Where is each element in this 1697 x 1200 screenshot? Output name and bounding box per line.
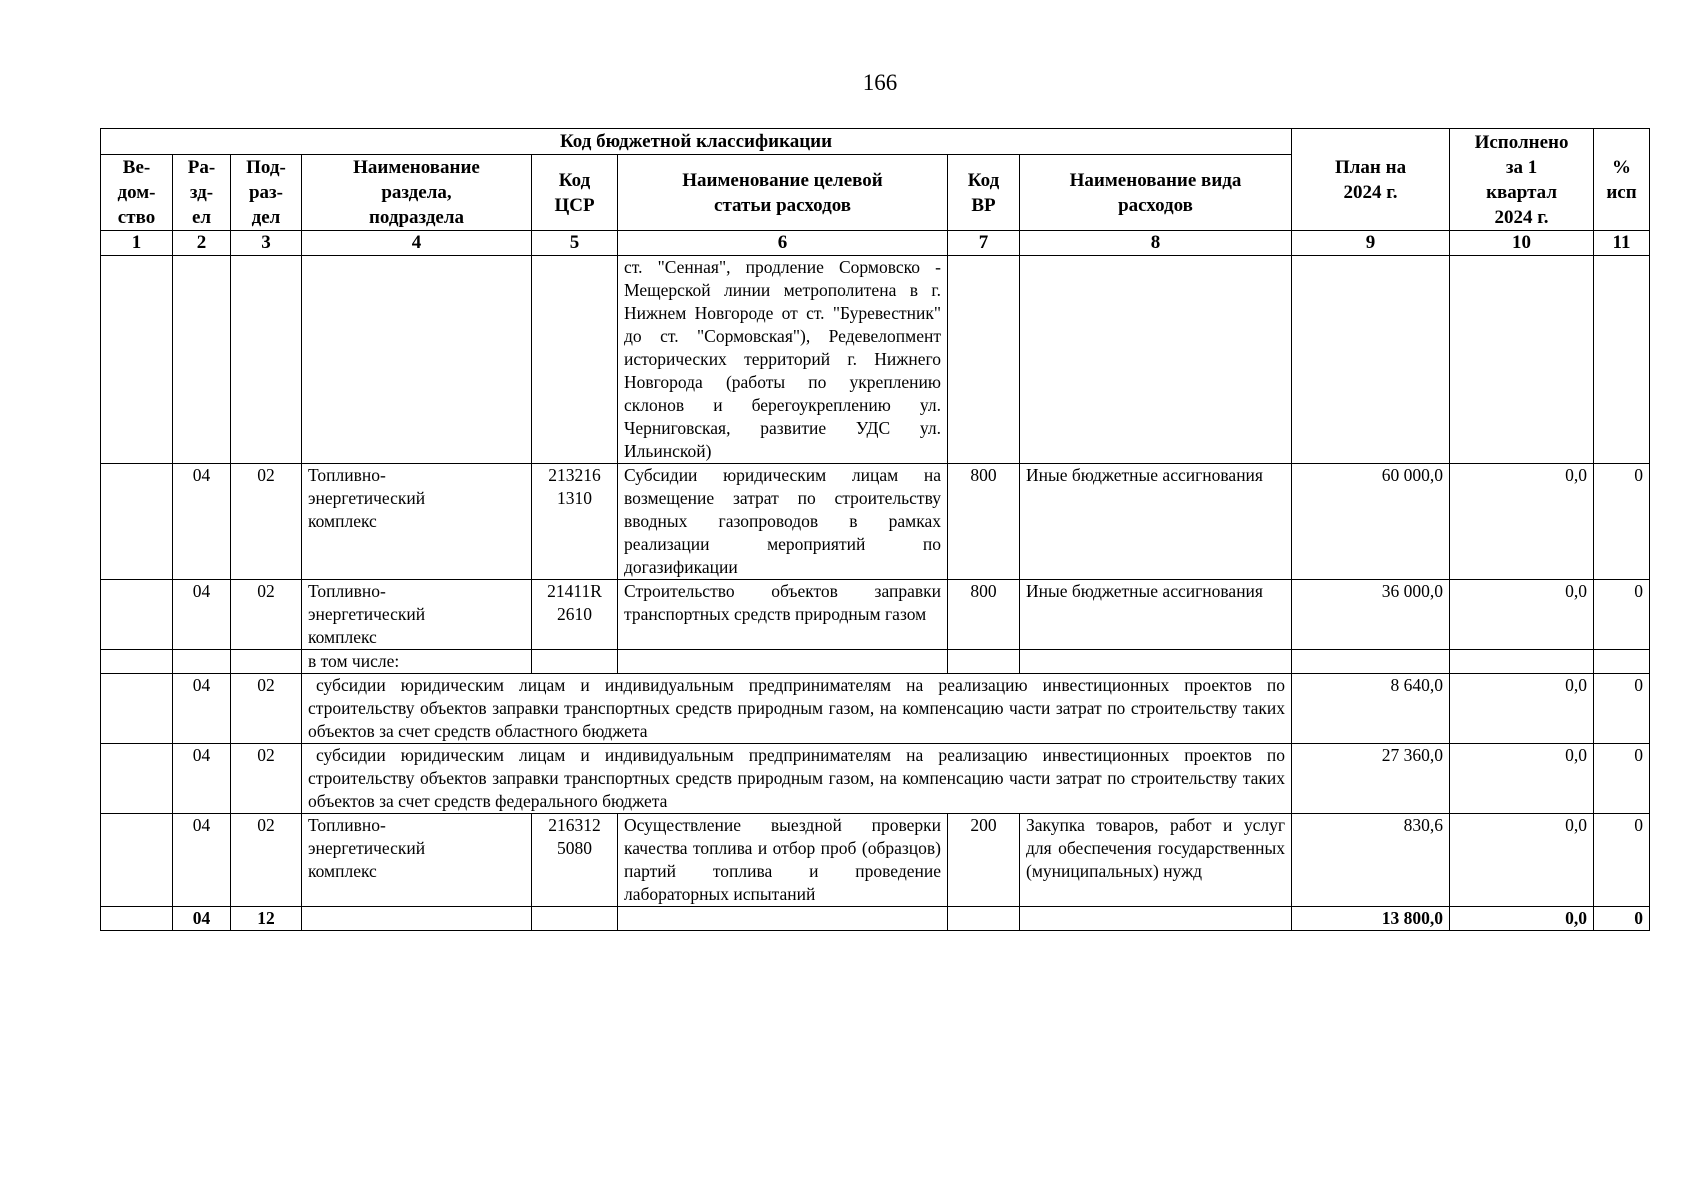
header-row-numbers [101, 231, 1650, 256]
cell-razdel [173, 256, 231, 464]
header-row-group [101, 129, 1650, 155]
cell-executed-total: 0,0 [1450, 907, 1594, 931]
cell-executed: 0,0 [1450, 674, 1594, 744]
col-number: 1 [101, 231, 173, 256]
cell-razdel: 04 [173, 814, 231, 907]
cell-vr-code: 200 [948, 814, 1020, 907]
header-budget-code-group: Код бюджетной классификации [101, 129, 1292, 155]
col-number: 11 [1594, 231, 1650, 256]
cell-subsidy-text: субсидии юридическим лицам и индивидуальным предпринимателям на реализацию инвестиционных проектов по строительству объектов заправки транспортных средств природным газом, на компенсацию части затрат по строительству таких объектов за счет средств федерального бюджета [302, 744, 1292, 814]
cell-podrazdel: 02 [231, 464, 302, 580]
cell-vr-code: 800 [948, 464, 1020, 580]
cell-percent: 0 [1594, 464, 1650, 580]
cell-plan [1292, 256, 1450, 464]
cell-razdel: 04 [173, 744, 231, 814]
header-section-name: Наименование раздела, подраздела [302, 155, 532, 231]
table-row [101, 256, 1650, 464]
header-vedomstvo: Ве- дом- ство [101, 155, 173, 231]
cell-plan-total: 13 800,0 [1292, 907, 1450, 931]
cell-percent: 0 [1594, 580, 1650, 650]
header-expense-type: Наименование вида расходов [1020, 155, 1292, 231]
cell-percent-total: 0 [1594, 907, 1650, 931]
header-executed: Исполнено за 1 квартал 2024 г. [1450, 129, 1594, 231]
cell-csr-code: 21411R 2610 [532, 580, 618, 650]
table-row [101, 464, 1650, 580]
col-number: 2 [173, 231, 231, 256]
cell-podrazdel [231, 256, 302, 464]
cell-csr-code [532, 256, 618, 464]
cell-plan: 60 000,0 [1292, 464, 1450, 580]
cell-expense-type: Иные бюджетные ассигнования [1020, 464, 1292, 580]
cell-podrazdel: 12 [231, 907, 302, 931]
cell-podrazdel: 02 [231, 814, 302, 907]
col-number: 3 [231, 231, 302, 256]
table-row [101, 814, 1650, 907]
table-row-total [101, 907, 1650, 931]
header-vr-code: Код ВР [948, 155, 1020, 231]
table-row-subsidy [101, 744, 1650, 814]
cell-article-name: Осуществление выездной проверки качества топлива и отбор проб (образцов) партий топлива и проведение лабораторных испытаний [618, 814, 948, 907]
col-number: 7 [948, 231, 1020, 256]
header-percent: % исп [1594, 129, 1650, 231]
cell-executed [1450, 256, 1594, 464]
cell-expense-type: Закупка товаров, работ и услуг для обеспечения государственных (муниципальных) нужд [1020, 814, 1292, 907]
budget-table [100, 128, 1650, 931]
cell-podrazdel: 02 [231, 580, 302, 650]
page-number: 166 [862, 70, 898, 95]
cell-vedomstvo [101, 464, 173, 580]
including-label: в том числе: [302, 650, 532, 674]
cell-article-name: Строительство объектов заправки транспортных средств природным газом [618, 580, 948, 650]
header-plan: План на 2024 г. [1292, 129, 1450, 231]
col-number: 9 [1292, 231, 1450, 256]
cell-executed: 0,0 [1450, 744, 1594, 814]
table-row-subsidy [101, 674, 1650, 744]
cell-razdel: 04 [173, 674, 231, 744]
table-row [101, 580, 1650, 650]
cell-percent [1594, 256, 1650, 464]
table-row-including [101, 650, 1650, 674]
cell-percent: 0 [1594, 674, 1650, 744]
cell-section-name: Топливно- энергетический комплекс [302, 580, 532, 650]
cell-podrazdel: 02 [231, 674, 302, 744]
header-podrazdel: Под- раз- дел [231, 155, 302, 231]
col-number: 10 [1450, 231, 1594, 256]
cell-vedomstvo [101, 256, 173, 464]
cell-executed: 0,0 [1450, 814, 1594, 907]
col-number: 8 [1020, 231, 1292, 256]
cell-section-name: Топливно- энергетический комплекс [302, 464, 532, 580]
header-csr-code: Код ЦСР [532, 155, 618, 231]
col-number: 5 [532, 231, 618, 256]
cell-executed: 0,0 [1450, 464, 1594, 580]
cell-plan: 36 000,0 [1292, 580, 1450, 650]
cell-subsidy-text: субсидии юридическим лицам и индивидуальным предпринимателям на реализацию инвестиционных проектов по строительству объектов заправки транспортных средств природным газом, на компенсацию части затрат по строительству таких объектов за счет средств областного бюджета [302, 674, 1292, 744]
cell-percent: 0 [1594, 744, 1650, 814]
col-number: 6 [618, 231, 948, 256]
cell-vr-code [948, 256, 1020, 464]
cell-razdel: 04 [173, 464, 231, 580]
cell-vedomstvo [101, 580, 173, 650]
cell-article-name: Субсидии юридическим лицам на возмещение затрат по строительству вводных газопроводов в рамках реализации мероприятий по догазификации [618, 464, 948, 580]
cell-plan: 27 360,0 [1292, 744, 1450, 814]
cell-vr-code: 800 [948, 580, 1020, 650]
cell-section-name [302, 256, 532, 464]
cell-percent: 0 [1594, 814, 1650, 907]
cell-plan: 830,6 [1292, 814, 1450, 907]
cell-expense-type: Иные бюджетные ассигнования [1020, 580, 1292, 650]
header-razdel: Ра- зд- ел [173, 155, 231, 231]
cell-podrazdel: 02 [231, 744, 302, 814]
cell-executed: 0,0 [1450, 580, 1594, 650]
cell-expense-type [1020, 256, 1292, 464]
cell-csr-code: 213216 1310 [532, 464, 618, 580]
cell-razdel: 04 [173, 580, 231, 650]
cell-plan: 8 640,0 [1292, 674, 1450, 744]
header-article-name: Наименование целевой статьи расходов [618, 155, 948, 231]
col-number: 4 [302, 231, 532, 256]
cell-section-name: Топливно- энергетический комплекс [302, 814, 532, 907]
cell-razdel: 04 [173, 907, 231, 931]
cell-article-name: ст. "Сенная", продление Сормовско - Мещерской линии метрополитена в г. Нижнем Новгороде от ст. "Буревестник" до ст. "Сормовская"), Редевелопмент исторических территорий г. Нижнего Новгорода (работы по укреплению склонов и берегоукреплению ул. Черниговская, развитие УДС ул. Ильинской) [618, 256, 948, 464]
cell-csr-code: 216312 5080 [532, 814, 618, 907]
